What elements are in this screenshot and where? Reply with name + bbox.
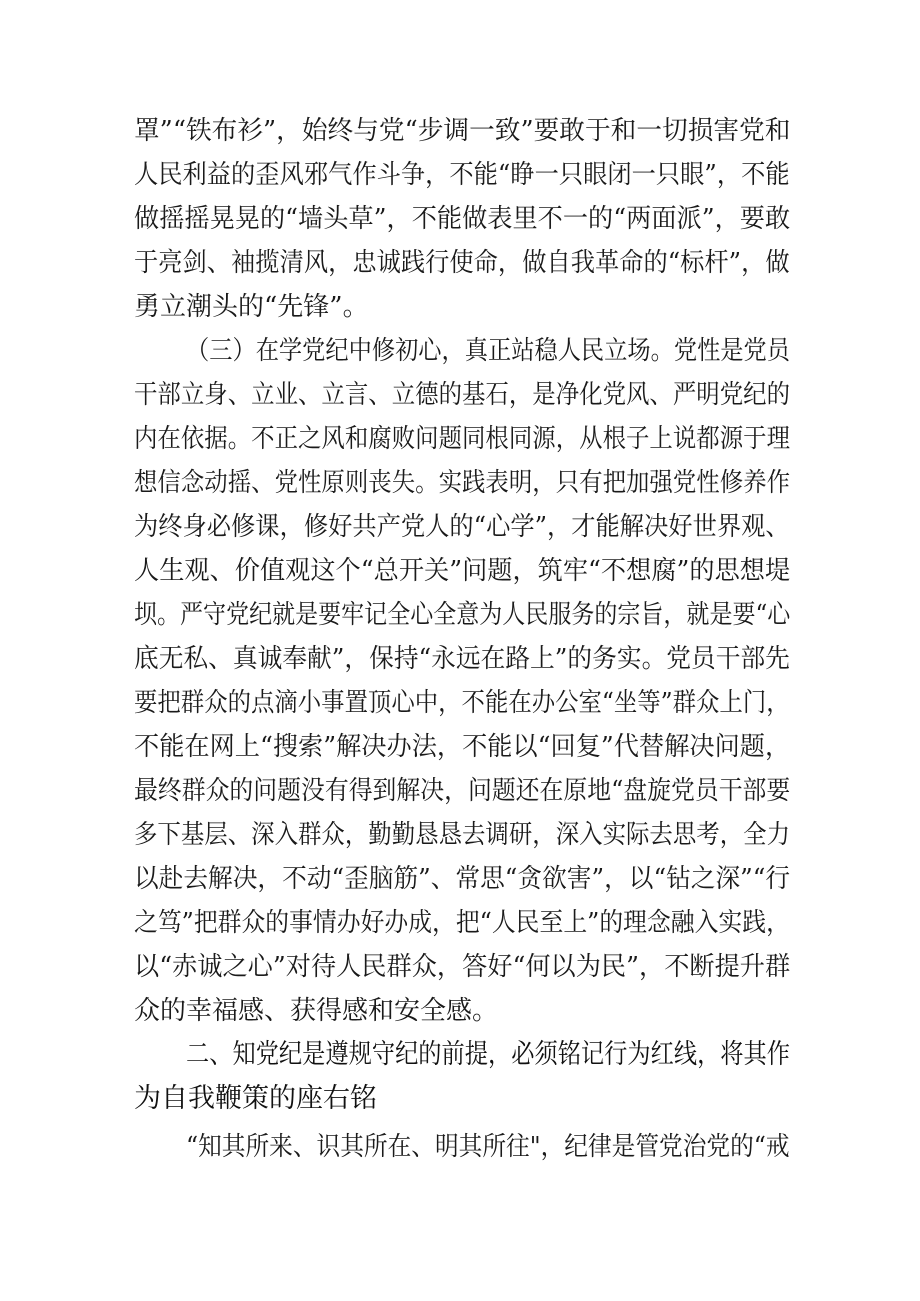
body-line: 众的幸福感、获得感和安全感。: [134, 996, 499, 1026]
body-line: 勇立潮头的“先锋”。: [134, 292, 369, 322]
body-line: 做摇摇晃晃的“墙头草”，不能做表里不一的“两面派”，要敢: [134, 204, 791, 234]
body-line: 之笃”把群众的事情办好办成，把“人民至上”的理念融入实践，: [134, 908, 790, 938]
body-line: 人生观、价值观这个“总开关”问题，筑牢“不想腐”的思想堤: [134, 556, 791, 586]
section-subheading: （三）在学党纪中修初心，真正站稳人民立场。党性是党员: [186, 336, 791, 366]
body-line: 罩”“铁布衫”，始终与党“步调一致”要敢于和一切损害党和: [134, 116, 791, 146]
section-heading: 二、知党纪是遵规守纪的前提，必须铭记行为红线，将其作: [186, 1039, 790, 1070]
body-line: 以赴去解决，不动“歪脑筋”、常思“贪欲害”，以“钻之深”“行: [134, 864, 791, 894]
body-line: 为终身必修课，修好共产党人的“心学”，才能解决好世界观、: [134, 512, 790, 542]
body-line: “知其所来、识其所在、明其所往"，纪律是管党治党的“戒: [186, 1132, 790, 1162]
body-line: 多下基层、深入群众，勤勤恳恳去调研，深入实际去思考，全力: [134, 820, 791, 850]
body-line: 最终群众的问题没有得到解决，问题还在原地“盘旋党员干部要: [134, 776, 791, 806]
body-line: 不能在网上“搜索”解决办法，不能以“回复”代替解决问题，: [134, 732, 791, 762]
section-heading: 为自我鞭策的座右铭: [134, 1083, 377, 1114]
body-line: 人民利益的歪风邪气作斗争，不能“睁一只眼闭一只眼”，不能: [134, 160, 790, 190]
body-line: 干部立身、立业、立言、立德的基石，是净化党风、严明党纪的: [134, 380, 791, 410]
body-line: 以“赤诚之心”对待人民群众，答好“何以为民”，不断提升群: [134, 952, 791, 982]
body-line: 于亮剑、袖揽清风，忠诚践行使命，做自我革命的“标杆”，做: [134, 248, 790, 278]
body-line: 坝。严守党纪就是要牢记全心全意为人民服务的宗旨，就是要“心: [134, 600, 791, 630]
body-line: 内在依据。不正之风和腐败问题同根同源，从根子上说都源于理: [134, 424, 791, 454]
body-line: 底无私、真诚奉献”，保持“永远在路上”的务实。党员干部先: [134, 644, 790, 674]
body-line: 想信念动摇、党性原则丧失。实践表明，只有把加强党性修养作: [134, 468, 791, 498]
body-line: 要把群众的点滴小事置顶心中，不能在办公室“坐等”群众上门，: [134, 688, 790, 718]
